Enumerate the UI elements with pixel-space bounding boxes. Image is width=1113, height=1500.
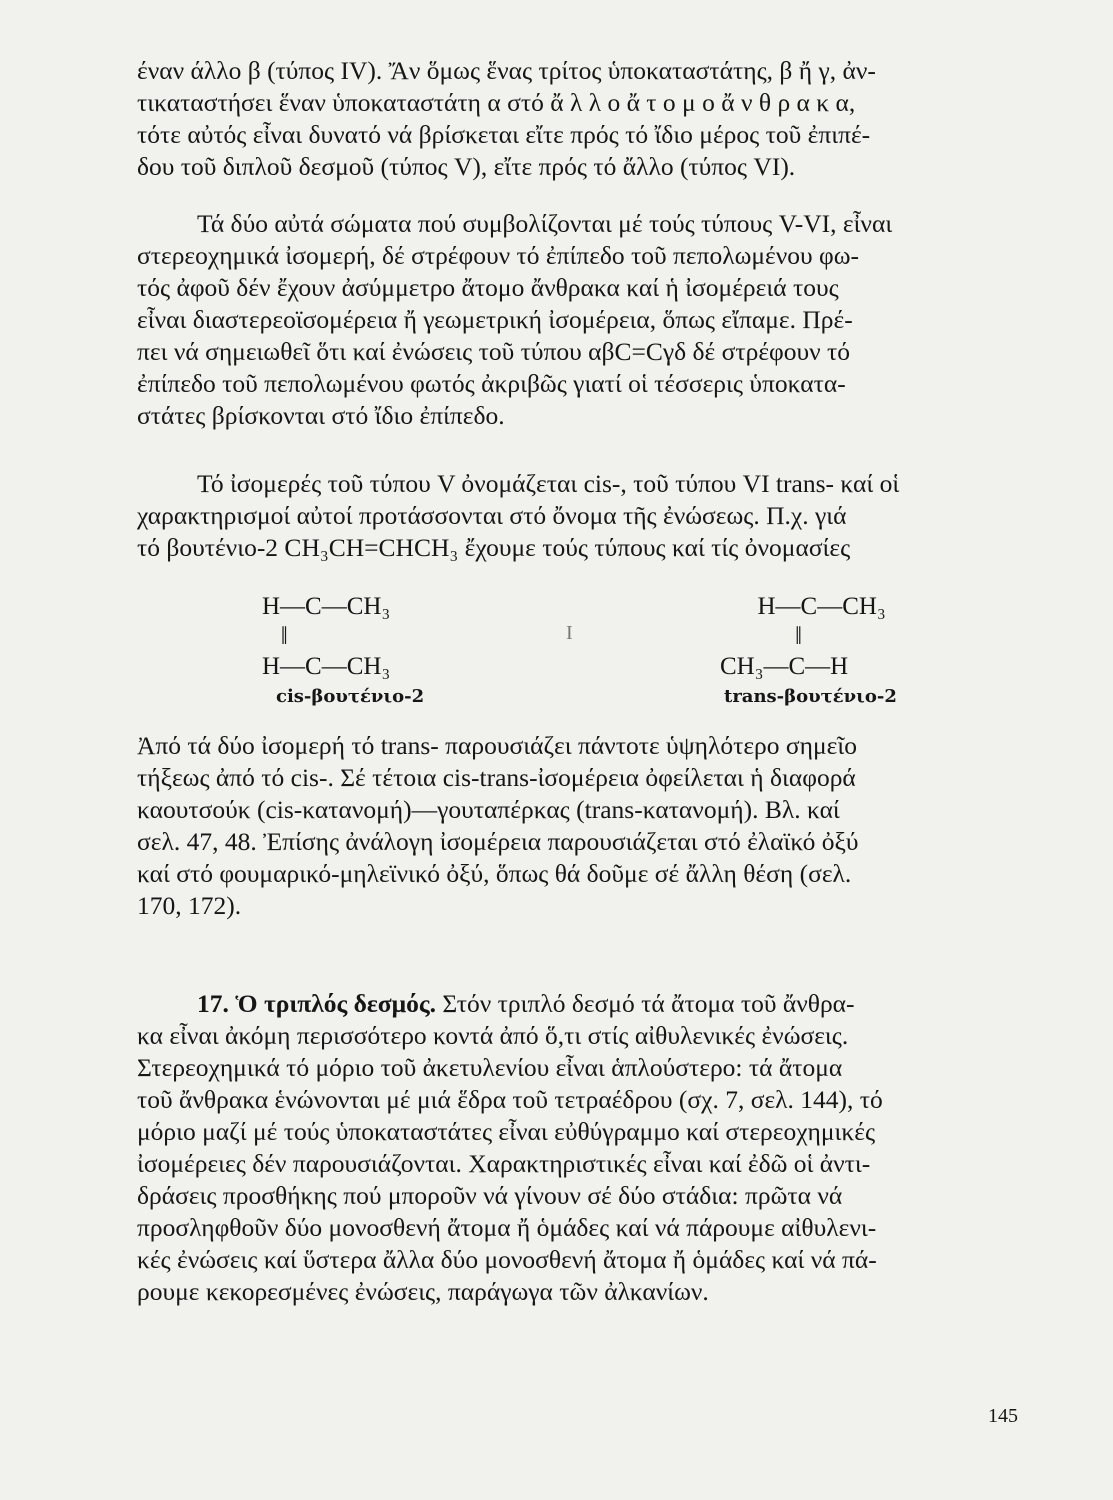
heading-line-rest: Στόν τριπλό δεσμό τά ἄτομα τοῦ ἄνθρα- — [435, 989, 855, 1018]
text-line: τό βουτένιο-2 CH₃CH=CHCH₃ ἔχουμε τούς τύπους καί τίς ὀνομασίες — [137, 533, 851, 562]
formula-line: H—C—CH₃ — [262, 653, 391, 680]
cis-butene-caption: cis-βουτένιο-2 — [276, 686, 425, 707]
text-line: ρουμε κεκορεσμένες ἐνώσεις, παράγωγα τῶν ἀλκανίων. — [137, 1277, 709, 1306]
text-line: κές ἐνώσεις καί ὕστερα ἄλλα δύο μονοσθενή ἄτομα ἤ ὁμάδες καί νά πά- — [137, 1245, 877, 1274]
formula-line: H—C—CH₃ — [720, 593, 886, 620]
text-line: τότε αὐτός εἶναι δυνατό νά βρίσκεται εἴτε πρός τό ἴδιο μέρος τοῦ ἐπιπέ- — [137, 120, 871, 149]
text-line: ἰσομέρειες δέν παρουσιάζονται. Χαρακτηριστικές εἶναι καί ἐδῶ οἱ ἀντι- — [137, 1149, 871, 1178]
paragraph-stereoisomers — [137, 208, 1017, 432]
paragraph-melting-points — [137, 730, 1017, 922]
text-line: στερεοχημικά ἰσομερή, δέ στρέφουν τό ἐπίπεδο τοῦ πεπολωμένου φω- — [137, 241, 860, 270]
text-line: καουτσούκ (cis-κατανομή)—γουταπέρκας (trans-κατανομή). Βλ. καί — [137, 795, 840, 824]
text-line: κα εἶναι ἀκόμη περισσότερο κοντά ἀπό ὅ,τι στίς αἰθυλενικές ἐνώσεις. — [137, 1021, 849, 1050]
page-number: 145 — [988, 1405, 1018, 1427]
text-line: τικαταστήσει ἕναν ὑποκαταστάτη α στό ἄ λ λ ο ἄ τ ο μ ο ἄ ν θ ρ α κ α, — [137, 88, 856, 117]
cis-butene-formula — [262, 592, 390, 682]
text-line: μόριο μαζί μέ τούς ὑποκαταστάτες εἶναι εὐθύγραμμο καί στερεοχημικές — [137, 1117, 876, 1146]
text-line: πει νά σημειωθεῖ ὅτι καί ἐνώσεις τοῦ τύπου αβC=Cγδ δέ στρέφουν τό — [137, 337, 851, 366]
trans-butene-formula — [720, 592, 886, 682]
text-line: Στερεοχημικά τό μόριο τοῦ ἀκετυλενίου εἶναι ἁπλούστερο: τά ἄτομα — [137, 1053, 843, 1082]
text-line: προσληφθοῦν δύο μονοσθενή ἄτομα ἤ ὁμάδες καί νά πάρουμε αἰθυλενι- — [137, 1213, 877, 1242]
text-line: δράσεις προσθήκης πού μποροῦν νά γίνουν σέ δύο στάδια: πρῶτα νά — [137, 1181, 843, 1210]
paragraph-isomer-substitution — [137, 55, 1017, 183]
text-line: δου τοῦ διπλοῦ δεσμοῦ (τύπος V), εἴτε πρός τό ἄλλο (τύπος VI). — [137, 152, 796, 181]
formula-line: CH₃—C—H — [720, 653, 849, 680]
text-line: Τά δύο αὐτά σώματα πού συμβολίζονται μέ τούς τύπους V-VI, εἶναι — [197, 209, 893, 238]
text-line: Τό ἰσομερές τοῦ τύπου V ὀνομάζεται cis-, τοῦ τύπου VI trans- καί οἱ — [197, 469, 900, 498]
text-line: Ἀπό τά δύο ἰσομερή τό trans- παρουσιάζει πάντοτε ὑψηλότερο σημεῖο — [137, 731, 857, 760]
text-line: στάτες βρίσκονται στό ἴδιο ἐπίπεδο. — [137, 401, 505, 430]
section-heading: 17. Ὁ τριπλός δεσμός. — [197, 989, 436, 1018]
margin-mark: I — [566, 622, 573, 644]
formula-line: H—C—CH₃ — [262, 593, 391, 620]
text-line: ἐπίπεδο τοῦ πεπολωμένου φωτός ἀκριβῶς γιατί οἱ τέσσερις ὑποκατα- — [137, 369, 846, 398]
text-line: έναν άλλο β (τύπος IV). Ἄν ὅμως ἕνας τρίτος ὑποκαταστάτης, β ἤ γ, ἀν- — [137, 56, 876, 85]
text-line: 170, 172). — [137, 891, 242, 920]
trans-butene-caption: trans-βουτένιο-2 — [724, 686, 897, 707]
paragraph-cis-trans-naming — [137, 468, 1017, 564]
text-line: τός ἀφοῦ δέν ἔχουν ἀσύμμετρο ἄτομο ἄνθρακα καί ἡ ἰσομέρειά τους — [137, 273, 839, 302]
text-line: τήξεως ἀπό τό cis-. Σέ τέτοια cis-trans-ἰσομέρεια ὀφείλεται ἡ διαφορά — [137, 763, 856, 792]
text-line: σελ. 47, 48. Ἐπίσης ἀνάλογη ἰσομέρεια παρουσιάζεται στό ἐλαϊκό ὀξύ — [137, 827, 859, 856]
double-bond-mark: ‖ — [262, 623, 288, 650]
double-bond-mark: ‖ — [720, 623, 803, 650]
text-line: εἶναι διαστερεοϊσομέρεια ἤ γεωμετρική ἰσομέρεια, ὅπως εἴπαμε. Πρέ- — [137, 305, 853, 334]
text-line — [137, 988, 1017, 1020]
text-line: χαρακτηρισμοί αὐτοί προτάσσονται στό ὄνομα τῆς ἐνώσεως. Π.χ. γιά — [137, 501, 847, 530]
text-line: καί στό φουμαρικό-μηλεϊνικό ὀξύ, ὅπως θά δοῦμε σέ ἄλλη θέση (σελ. — [137, 859, 852, 888]
section-17-triple-bond — [137, 988, 1017, 1308]
text-line: τοῦ ἄνθρακα ἑνώνονται μέ μιά ἕδρα τοῦ τετραέδρου (σχ. 7, σελ. 144), τό — [137, 1085, 883, 1114]
